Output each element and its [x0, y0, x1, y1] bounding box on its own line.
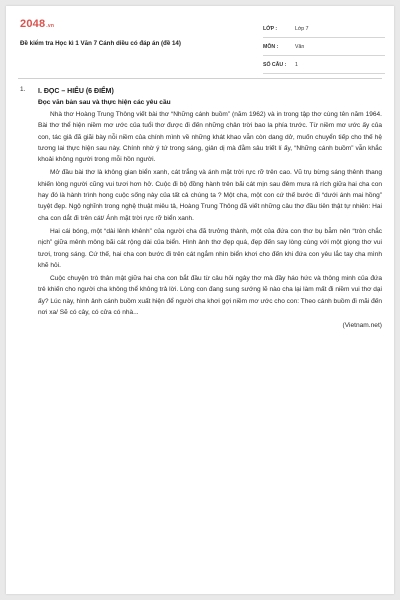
info-label: MÔN :	[263, 44, 279, 50]
passage-paragraph: Mở đầu bài thơ là không gian biển xanh, cát trắng và ánh mặt trời rực rỡ trên cao. Vũ trụ bừng sáng thênh thang khiến lòng người cũng vui tươi hơn hở. Cuộc đi bộ đồng hành trên bãi cát mịn sau đêm mưa rả rích giữa hai cha con hay đó là hành trình hong cuộc sống này của tất cả chúng ta ? Một cha, một con cứ thế bước đi “dưới ánh mai hồng” tuyệt đẹp. Ngộ nghĩnh trong nghệ thuật miêu tả, Hoàng Trung Thông đã viết những câu thơ đầu tiên thật tự nhiên: Hai cha con dắt đi trên cát/ Ánh mặt trời rực rỡ biển xanh.	[38, 169, 382, 222]
info-panel	[263, 24, 385, 78]
logo-suffix: .vn	[46, 23, 55, 29]
site-logo[interactable]	[20, 18, 54, 30]
info-label: LỚP :	[263, 26, 278, 32]
info-row-class	[263, 24, 385, 38]
document-title: Đề kiểm tra Học kì 1 Văn 7 Cánh diều có đáp án (đề 14)	[20, 40, 181, 47]
info-row-question-count	[263, 60, 385, 74]
header-divider	[18, 78, 382, 79]
info-label: SỐ CÂU :	[263, 62, 287, 68]
question-content	[38, 86, 382, 331]
info-row-subject	[263, 42, 385, 56]
passage-paragraph: Cuộc chuyện trò thân mật giữa hai cha con bắt đầu từ câu hỏi ngây thơ mà đầy háo hức và thông minh của đứa trẻ khiến cho người cha không thể không trả lời. Lòng con đang sung sướng lẽ nào cha lại làm mất đi niềm vui thơ dại ấy? Lúc này, hình ảnh cánh buồm xuất hiện để người cha khơi gợi niềm mơ ước cho con: Theo cánh buồm đi mãi đến nơi xa/ Sẽ có cây, có cửa có nhà...	[38, 275, 382, 317]
section-title: I. ĐỌC – HIỂU (6 ĐIỂM)	[38, 88, 114, 95]
info-value: 1	[295, 62, 298, 68]
instruction: Đọc văn bản sau và thực hiện các yêu cầu	[38, 99, 171, 106]
info-value: Văn	[295, 44, 305, 50]
logo-text: 2048	[20, 18, 46, 30]
question-number: 1.	[20, 86, 26, 93]
source-citation: (Vietnam.net)	[342, 322, 382, 330]
exam-sheet	[6, 6, 394, 594]
page-header	[18, 16, 382, 70]
info-value: Lớp 7	[295, 26, 309, 32]
passage-paragraph: Hai cái bóng, một “dài lênh khênh” của người cha đã trưởng thành, một của đứa con thơ bụ bẫm nên “tròn chắc nịch” giữa mênh mông bãi cát rộng dài của biển. Hình ảnh thơ đẹp quá, đẹp đến say lòng cùng với một giọng thơ vui tươi, trong sáng. Cứ thế, hai cha con bước đi trên cát ngắm nhìn biển khơi cho đến khi đứa con yêu lắc tay cha mình khẽ hỏi.	[38, 227, 382, 269]
passage-paragraph: Nhà thơ Hoàng Trung Thông viết bài thơ “Những cánh buồm” (năm 1962) và in trong tập thơ cùng tên năm 1964. Bài thơ thể hiện niềm mơ ước của tuổi thơ được đi đến những chân trời bao la phía trước. Từ niềm mơ ước ấy của con, tác giả đã giãi bày nỗi niềm của chính mình về những khát khao vẫn còn dang dở, muốn chuyển tiếp cho thế hệ tương lai thực hiện sau này. Chính nhờ ý tứ trong sáng, giản dị mà đằm sâu triết lí ấy, “Những cánh buồm” vẫn khắc khoải không người trong mỗi hồn người.	[38, 111, 382, 164]
